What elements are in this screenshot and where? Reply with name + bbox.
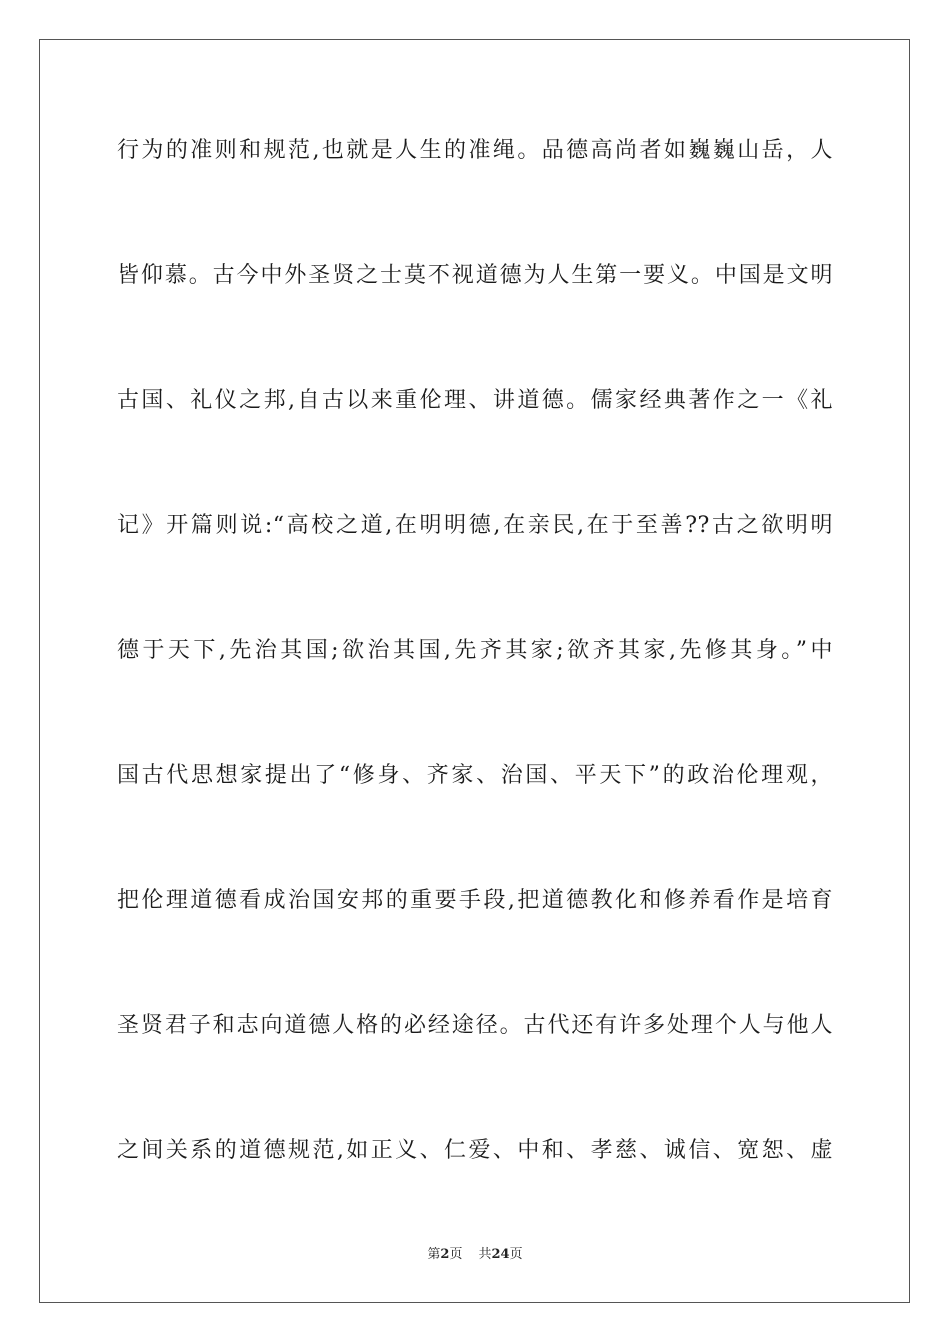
- body-text-line-7: 把伦理道德看成治国安邦的重要手段,把道德教化和修养看作是培育: [117, 888, 833, 913]
- body-text-line-1: 行为的准则和规范,也就是人生的准绳。品德高尚者如巍巍山岳，人: [117, 138, 833, 163]
- body-text-line-6: 国古代思想家提出了“修身、齐家、治国、平天下”的政治伦理观，: [117, 763, 833, 788]
- page-number: 2: [440, 1247, 450, 1262]
- body-text-line-4: 记》开篇则说:“高校之道,在明明德,在亲民,在于至善??古之欲明明: [117, 513, 833, 538]
- body-text-line-9: 之间关系的道德规范,如正义、仁爱、中和、孝慈、诚信、宽恕、虚: [117, 1138, 833, 1163]
- total-prefix: 共: [478, 1247, 492, 1262]
- page-suffix: 页: [449, 1247, 463, 1262]
- body-text-line-2: 皆仰慕。古今中外圣贤之士莫不视道德为人生第一要义。中国是文明: [117, 263, 833, 288]
- body-text-line-8: 圣贤君子和志向道德人格的必经途径。古代还有许多处理个人与他人: [117, 1013, 833, 1038]
- total-pages: 24: [491, 1247, 510, 1262]
- page-border: [39, 39, 910, 1303]
- total-suffix: 页: [509, 1247, 523, 1262]
- body-text-line-3: 古国、礼仪之邦,自古以来重伦理、讲道德。儒家经典著作之一《礼: [117, 388, 833, 413]
- page-footer: [0, 1246, 950, 1264]
- page-prefix: 第: [427, 1247, 441, 1262]
- body-text-line-5: 德于天下,先治其国;欲治其国,先齐其家;欲齐其家,先修其身。”中: [117, 638, 833, 663]
